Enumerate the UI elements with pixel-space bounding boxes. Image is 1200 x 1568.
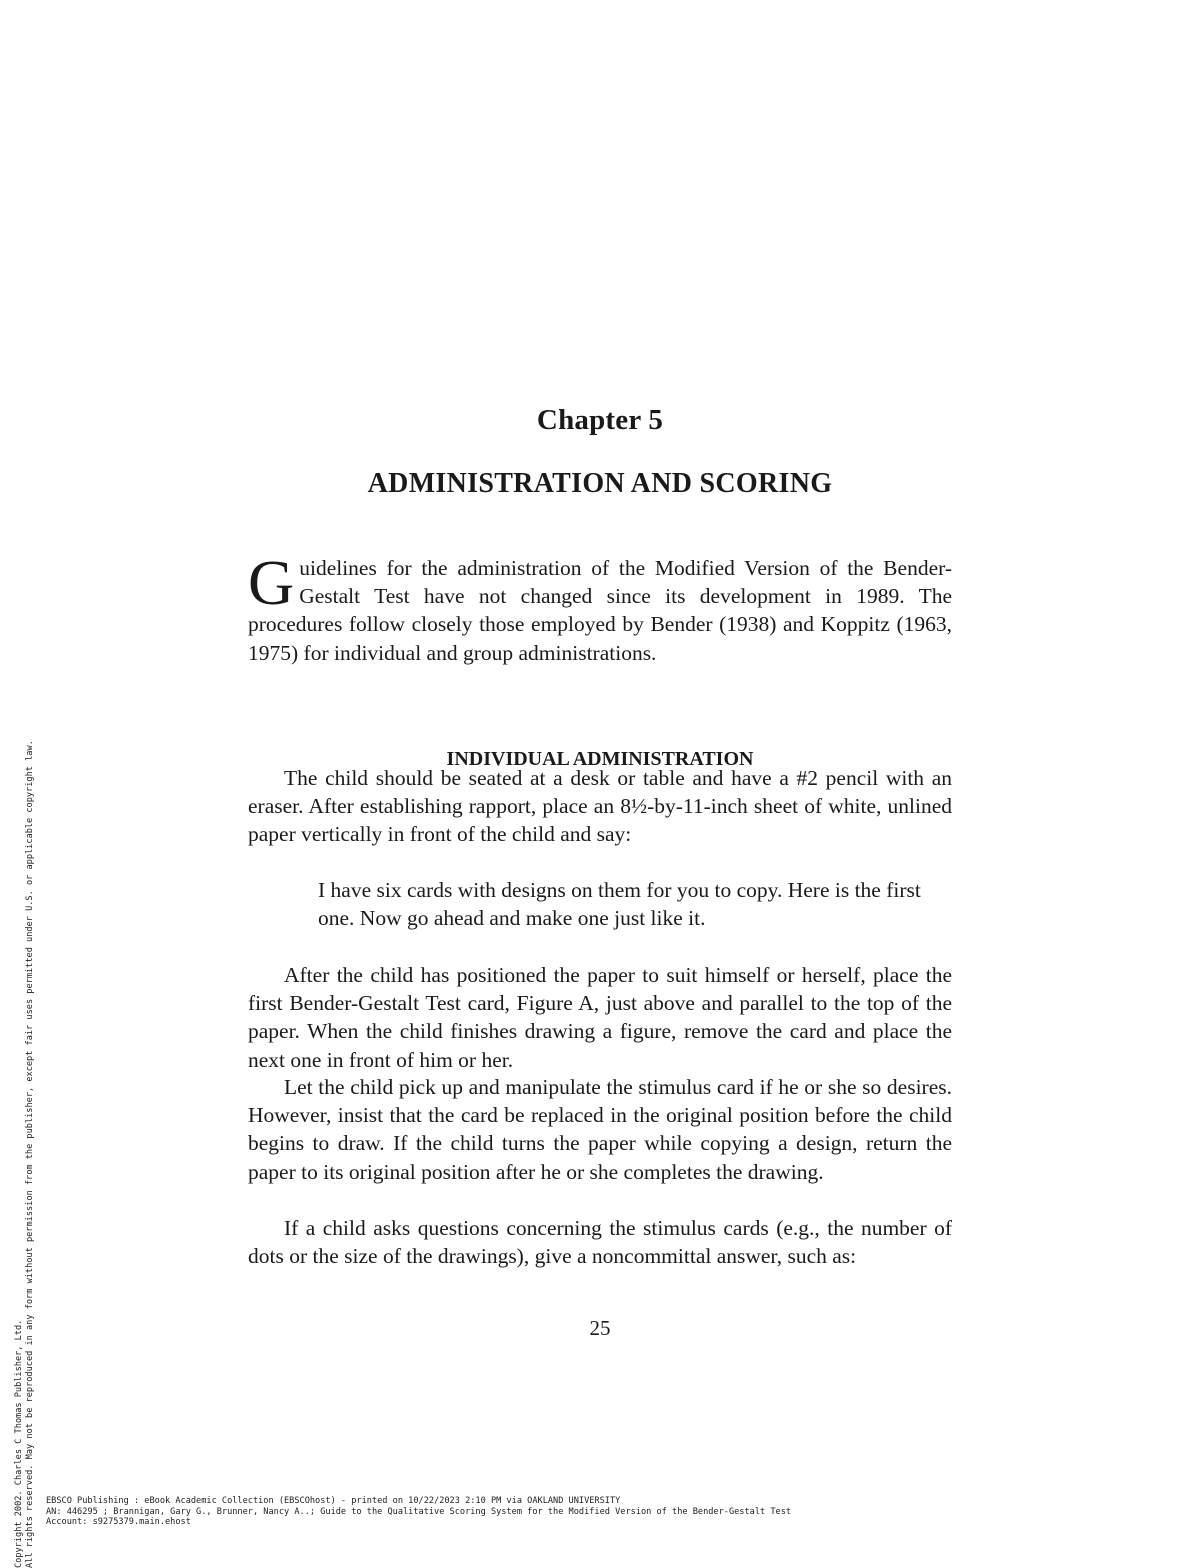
chapter-title: ADMINISTRATION AND SCORING: [367, 468, 833, 499]
paragraph-1: The child should be seated at a desk or table and have a #2 pencil with an eraser. After establishing rapport, place an 8½-by-11-inch sheet of white, unlined paper vertically in front of the child and say:: [248, 766, 952, 847]
paragraph-4: If a child asks questions concerning the stimulus cards (e.g., the number of dots or the size of the drawings), give a noncommittal answer, such as:: [248, 1216, 952, 1269]
paragraph-2: After the child has positioned the paper to suit himself or herself, place the first Bender-Gestalt Test card, Figure A, just above and parallel to the top of the paper. When the child finishes drawing a figure, remove the card and place the next one in front of him or her.: [248, 963, 952, 1072]
footer-line-2: AN: 446295 ; Brannigan, Gary G., Brunner, Nancy A..; Guide to the Qualitative Scoring System for the Modified Version of the Bender-Gestalt Test: [46, 1506, 792, 1517]
paragraph-3: Let the child pick up and manipulate the stimulus card if he or she so desires. However, insist that the card be replaced in the original position before the child begins to draw. If the child turns the paper while copying a design, return the paper to its original position after he or she completes the drawing.: [248, 1075, 952, 1184]
copyright-line: Copyright 2002. Charles C Thomas Publisher, Ltd.: [14, 1319, 24, 1568]
section-heading: INDIVIDUAL ADMINISTRATION: [446, 748, 754, 770]
block-quote: I have six cards with designs on them for you to copy. Here is the first one. Now go ahead and make one just like it.: [318, 878, 921, 931]
footer-line-3: Account: s9275379.main.ehost: [46, 1517, 191, 1528]
copyright-side-notice: [14, 388, 36, 1568]
drop-cap: G: [248, 547, 295, 618]
intro-text: uidelines for the administration of the Modified Version of the Bender-Gestalt Test have not changed since its development in 1989. The procedures follow closely those employed by Bender (1938) and Koppitz (1963, 1975) for individual and group administrations.: [248, 556, 952, 665]
ebsco-footer: [46, 1496, 791, 1528]
footer-line-1: EBSCO Publishing : eBook Academic Collection (EBSCOhost) - printed on 10/22/2023 2:10 PM via OAKLAND UNIVERSITY: [46, 1496, 621, 1506]
rights-line: All rights reserved. May not be reproduced in any form without permission from the publisher, except fair uses permitted under U.S. or applicable copyright law.: [25, 740, 35, 1568]
page-number: 25: [589, 1316, 611, 1340]
intro-paragraph: [248, 547, 952, 667]
chapter-label: Chapter 5: [536, 404, 664, 436]
